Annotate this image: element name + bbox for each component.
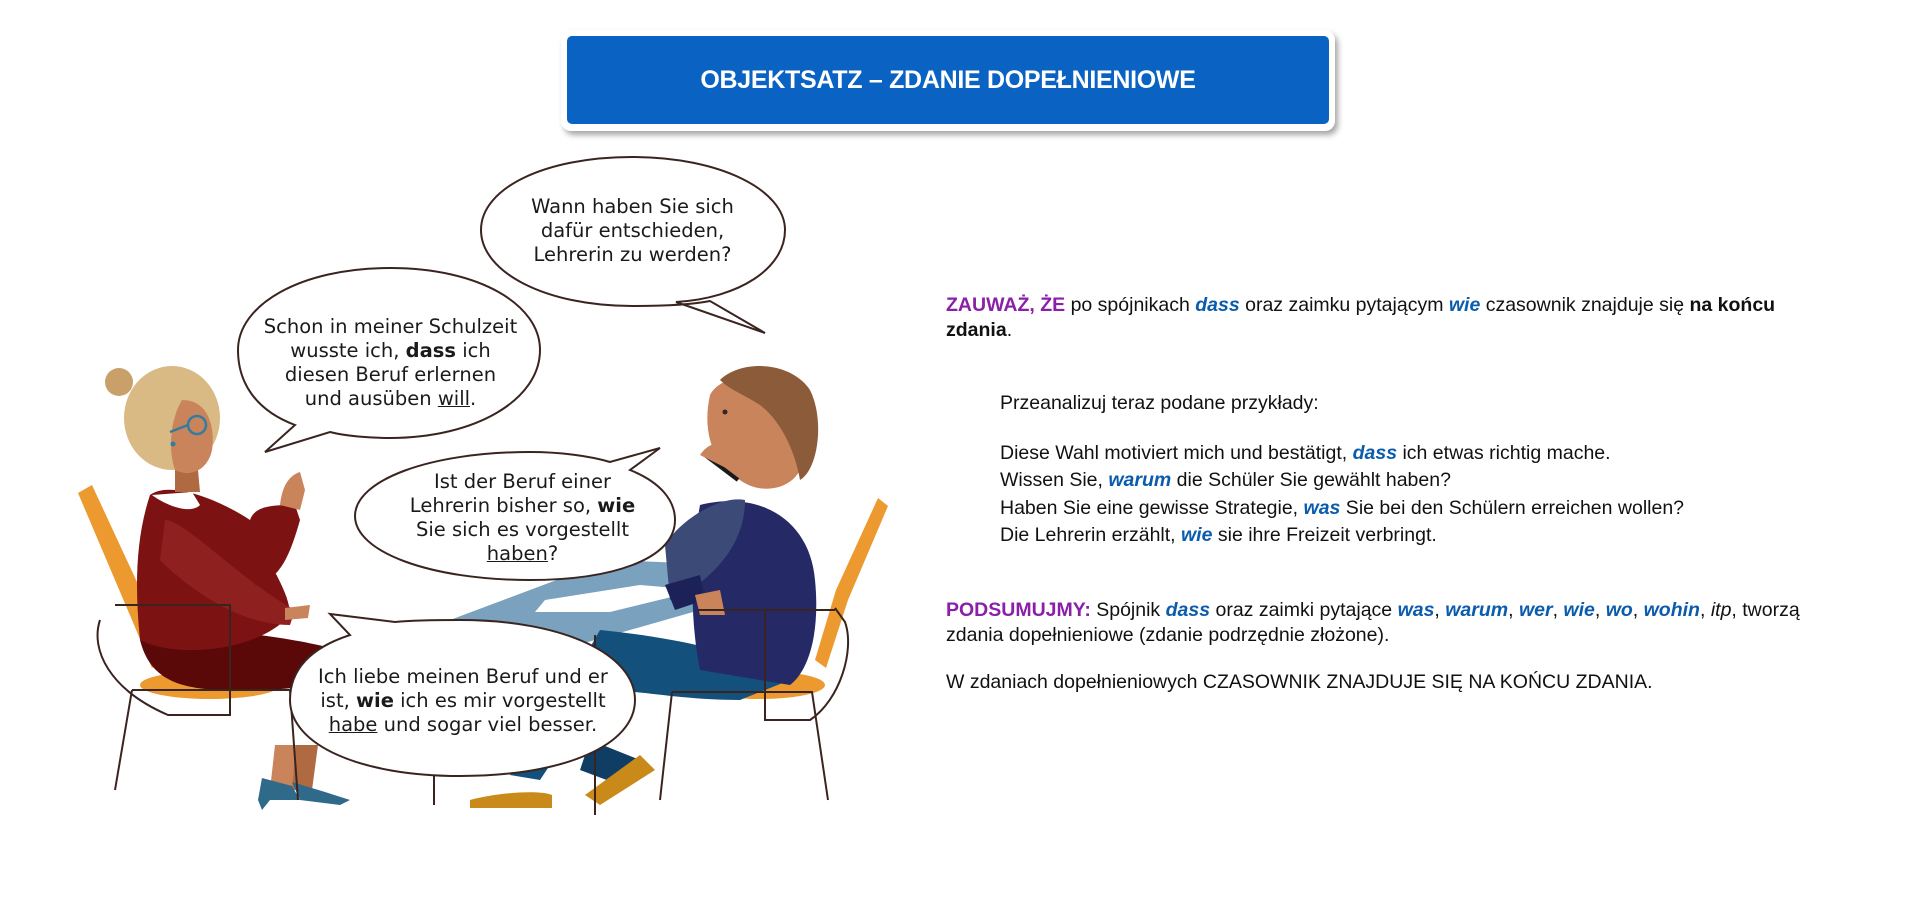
illustration bbox=[0, 0, 920, 900]
bubble-line: Ich liebe meinen Beruf und er bbox=[318, 665, 608, 688]
example-sentence: Haben Sie eine gewisse Strategie, was Sie bei den Schülern erreichen wollen? bbox=[1000, 496, 1685, 519]
bubble-2-text bbox=[248, 315, 533, 411]
rule-paragraph: W zdaniach dopełnieniowych CZASOWNIK ZNAJDUJE SIĘ NA KOŃCU ZDANIA. bbox=[946, 671, 1653, 693]
underlined-verb: habe bbox=[328, 713, 378, 736]
examples-intro: Przeanalizuj teraz podane przykłady: bbox=[1000, 392, 1319, 414]
bold-keyword: dass bbox=[405, 339, 456, 362]
examples-block bbox=[1000, 390, 1684, 550]
note-label: ZAUWAŻ, ŻE bbox=[946, 294, 1066, 316]
example-sentence: Diese Wahl motiviert mich und bestätigt, dass ich etwas richtig mache. bbox=[1000, 441, 1611, 464]
underlined-verb: will bbox=[437, 387, 471, 410]
keyword-wie: wie bbox=[1448, 294, 1481, 316]
bubble-line: Sie sich es vorgestellt bbox=[415, 518, 629, 541]
page-title: OBJEKTSATZ – ZDANIE DOPEŁNIENIOWE bbox=[700, 65, 1196, 94]
example-sentence: Die Lehrerin erzählt, wie sie ihre Freizeit verbringt. bbox=[1000, 524, 1437, 546]
interview-illustration bbox=[0, 0, 920, 900]
bubble-line: diesen Beruf erlernen bbox=[284, 363, 497, 386]
bubble-line: ist, wie ich es mir vorgestellt bbox=[320, 689, 606, 712]
bubble-3-text bbox=[380, 470, 665, 566]
bold-keyword: wie bbox=[597, 494, 636, 517]
bubble-line: Lehrerin zu werden? bbox=[533, 243, 732, 266]
example-sentence: Wissen Sie, warum die Schüler Sie gewählt haben? bbox=[1000, 469, 1451, 491]
man-chair-back bbox=[815, 498, 888, 668]
summary-label: PODSUMUJMY: bbox=[946, 599, 1091, 621]
bubble-line: habe und sogar viel besser. bbox=[328, 713, 598, 736]
bubble-line: haben? bbox=[486, 542, 559, 565]
note-paragraph: ZAUWAŻ, ŻE po spójnikach dass oraz zaimku pytającym wie czasownik znajduje się na końcu zdania. bbox=[946, 294, 1776, 341]
bubble-line: Wann haben Sie sich bbox=[531, 195, 734, 218]
bubble-line: wusste ich, dass ich bbox=[290, 339, 491, 362]
bubble-line: Ist der Beruf einer bbox=[434, 470, 611, 493]
bubble-1-text bbox=[500, 195, 765, 267]
bold-keyword: wie bbox=[356, 689, 394, 712]
underlined-verb: haben bbox=[486, 542, 548, 565]
bubble-4-text bbox=[298, 665, 628, 737]
bubble-line: Lehrerin bisher so, wie bbox=[409, 494, 636, 517]
bubble-line: dafür entschieden, bbox=[540, 219, 725, 242]
summary-paragraph: PODSUMUJMY: Spójnik dass oraz zaimki pytające was, warum, wer, wie, wo, wohin, itp, tworzą zdania dopełnieniowe (zdanie podrzędnie złożone). bbox=[946, 599, 1800, 646]
bubble-line: Schon in meiner Schulzeit bbox=[263, 315, 518, 338]
bubble-line: und ausüben will. bbox=[304, 387, 477, 410]
keyword-dass: dass bbox=[1195, 294, 1240, 316]
